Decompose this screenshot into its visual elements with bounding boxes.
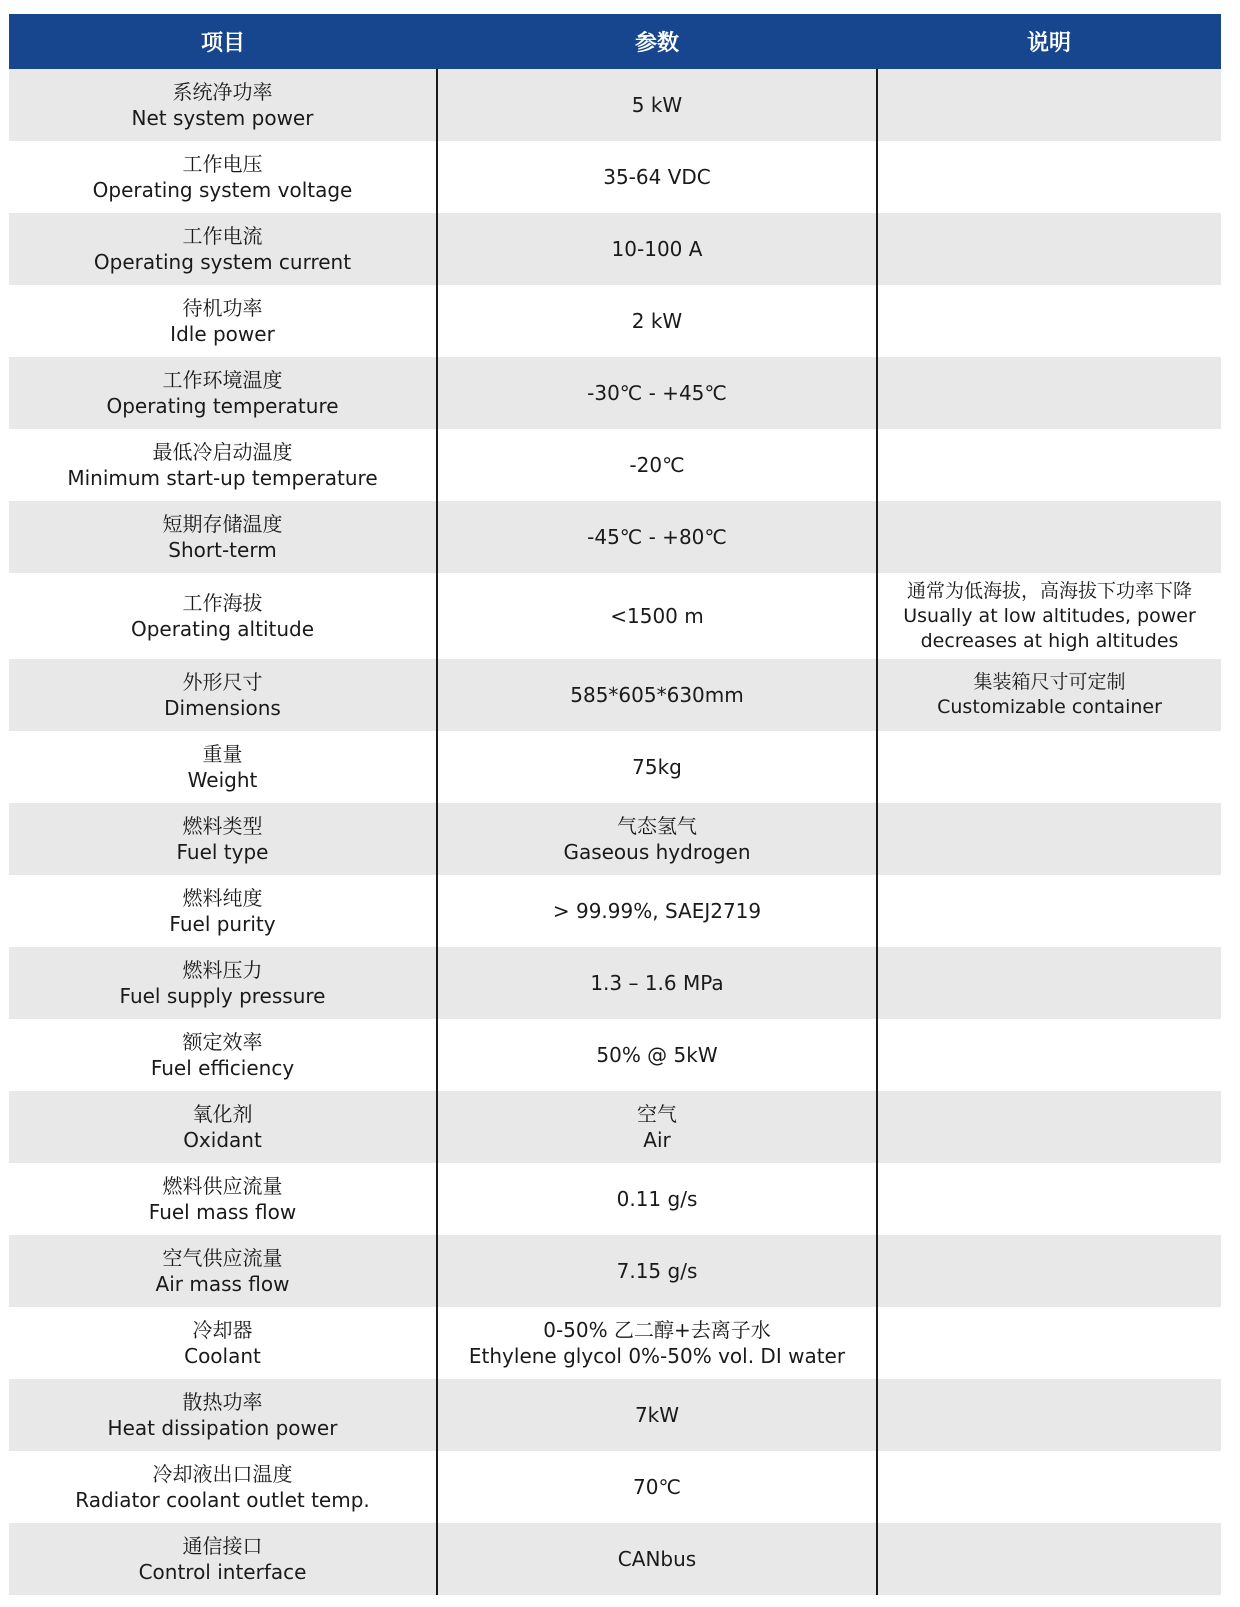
header-row — [9, 14, 1221, 69]
parameter-cell — [437, 1091, 877, 1163]
spec-table — [9, 14, 1221, 1595]
parameter-cell — [437, 1379, 877, 1451]
item-name-en: Short-term — [168, 538, 277, 562]
item-cell — [9, 1235, 437, 1307]
item-name-en: Minimum start-up temperature — [67, 466, 378, 490]
table-row — [9, 141, 1221, 213]
parameter-cell — [437, 1235, 877, 1307]
item-name-cn: 重量 — [202, 742, 243, 766]
parameter-cell — [437, 803, 877, 875]
description-cell — [877, 803, 1221, 875]
item-cell — [9, 501, 437, 573]
header-description: 说明 — [877, 14, 1221, 69]
parameter-cell — [437, 69, 877, 141]
description-cell — [877, 1019, 1221, 1091]
item-name-cn: 工作海拔 — [182, 591, 263, 615]
table-row — [9, 501, 1221, 573]
table-row — [9, 803, 1221, 875]
description-cell — [877, 285, 1221, 357]
parameter-value-secondary: Air — [643, 1128, 671, 1152]
item-name-cn: 冷却液出口温度 — [152, 1462, 293, 1486]
item-cell — [9, 1523, 437, 1595]
item-cell — [9, 1163, 437, 1235]
parameter-value: 35-64 VDC — [603, 165, 711, 189]
item-name-cn: 燃料供应流量 — [162, 1174, 283, 1198]
item-name-cn: 工作环境温度 — [162, 368, 283, 392]
description-cell — [877, 1451, 1221, 1523]
table-row — [9, 285, 1221, 357]
table-row — [9, 1163, 1221, 1235]
parameter-value: 气态氢气 — [617, 814, 697, 838]
parameter-value: 5 kW — [631, 93, 683, 117]
description-line: decreases at high altitudes — [920, 629, 1179, 652]
item-name-en: Heat dissipation power — [107, 1416, 338, 1440]
item-cell — [9, 1451, 437, 1523]
parameter-value-secondary: Gaseous hydrogen — [563, 840, 751, 864]
description-cell — [877, 1091, 1221, 1163]
item-name-en: Coolant — [184, 1344, 261, 1368]
item-cell — [9, 69, 437, 141]
table-row — [9, 1307, 1221, 1379]
description-cell — [877, 947, 1221, 1019]
header-parameter: 参数 — [437, 14, 877, 69]
description-line: 集装箱尺寸可定制 — [973, 671, 1126, 693]
parameter-value: 0-50% 乙二醇+去离子水 — [543, 1318, 771, 1342]
item-name-en: Operating temperature — [106, 394, 339, 418]
parameter-value: -45℃ - +80℃ — [587, 525, 727, 549]
item-name-en: Air mass flow — [155, 1272, 290, 1296]
parameter-cell — [437, 1451, 877, 1523]
table-row — [9, 1235, 1221, 1307]
parameter-value: 2 kW — [631, 309, 683, 333]
item-name-cn: 最低冷启动温度 — [152, 440, 293, 464]
description-line: Customizable container — [937, 696, 1162, 718]
item-name-cn: 待机功率 — [182, 296, 263, 320]
parameter-cell — [437, 1163, 877, 1235]
parameter-cell — [437, 1307, 877, 1379]
description-cell — [877, 141, 1221, 213]
parameter-cell — [437, 875, 877, 947]
parameter-value: 585*605*630mm — [570, 683, 744, 707]
description-cell — [877, 1235, 1221, 1307]
parameter-cell — [437, 947, 877, 1019]
parameter-value: CANbus — [617, 1547, 697, 1571]
header-item: 项目 — [9, 14, 437, 69]
parameter-value: 7kW — [634, 1403, 680, 1427]
parameter-cell — [437, 573, 877, 659]
item-name-en: Fuel mass flow — [148, 1200, 297, 1224]
description-line: 通常为低海拔，高海拔下功率下降 — [906, 579, 1192, 602]
table-row — [9, 659, 1221, 731]
item-cell — [9, 731, 437, 803]
parameter-value: 50% @ 5kW — [596, 1043, 718, 1067]
item-cell — [9, 213, 437, 285]
parameter-cell — [437, 659, 877, 731]
description-cell — [877, 573, 1221, 659]
parameter-value: 7.15 g/s — [616, 1259, 698, 1283]
item-name-cn: 燃料纯度 — [182, 886, 263, 910]
item-name-cn: 冷却器 — [192, 1318, 253, 1342]
parameter-cell — [437, 285, 877, 357]
parameter-cell — [437, 213, 877, 285]
item-name-en: Fuel efficiency — [150, 1056, 295, 1080]
parameter-value: <1500 m — [610, 604, 704, 628]
item-name-en: Oxidant — [183, 1128, 262, 1152]
parameter-value: 75kg — [632, 755, 682, 779]
table-row — [9, 947, 1221, 1019]
table-body — [9, 69, 1221, 1595]
item-name-en: Operating system voltage — [92, 178, 353, 202]
parameter-value: -30℃ - +45℃ — [587, 381, 727, 405]
item-name-cn: 氧化剂 — [192, 1102, 253, 1126]
parameter-value: > 99.99%, SAEJ2719 — [552, 899, 762, 923]
description-cell — [877, 659, 1221, 731]
description-cell — [877, 731, 1221, 803]
table-row — [9, 1379, 1221, 1451]
item-name-en: Radiator coolant outlet temp. — [75, 1488, 370, 1512]
item-name-cn: 短期存储温度 — [162, 512, 283, 536]
item-cell — [9, 1019, 437, 1091]
parameter-value: 70℃ — [633, 1475, 681, 1499]
table-row — [9, 1091, 1221, 1163]
item-cell — [9, 947, 437, 1019]
item-name-en: Control interface — [138, 1560, 307, 1584]
parameter-cell — [437, 429, 877, 501]
table-row — [9, 213, 1221, 285]
description-cell — [877, 875, 1221, 947]
item-name-en: Fuel supply pressure — [119, 984, 326, 1008]
item-cell — [9, 659, 437, 731]
item-name-en: Fuel type — [176, 840, 269, 864]
item-name-cn: 散热功率 — [182, 1390, 263, 1414]
item-name-cn: 工作电流 — [182, 224, 263, 248]
item-name-cn: 燃料压力 — [182, 958, 263, 982]
parameter-value: 1.3 – 1.6 MPa — [590, 971, 724, 995]
table-row — [9, 1451, 1221, 1523]
parameter-value: 空气 — [637, 1102, 677, 1126]
description-cell — [877, 1379, 1221, 1451]
item-cell — [9, 285, 437, 357]
table-row — [9, 357, 1221, 429]
parameter-value: 0.11 g/s — [616, 1187, 698, 1211]
item-cell — [9, 1091, 437, 1163]
item-cell — [9, 573, 437, 659]
item-name-cn: 通信接口 — [182, 1534, 263, 1558]
item-name-en: Idle power — [170, 322, 275, 346]
parameter-cell — [437, 501, 877, 573]
item-name-en: Operating system current — [93, 250, 352, 274]
item-name-en: Fuel purity — [169, 912, 276, 936]
description-cell — [877, 1307, 1221, 1379]
description-cell — [877, 69, 1221, 141]
item-name-cn: 空气供应流量 — [162, 1246, 283, 1270]
item-cell — [9, 1307, 437, 1379]
item-cell — [9, 1379, 437, 1451]
item-name-cn: 工作电压 — [182, 152, 263, 176]
parameter-cell — [437, 1019, 877, 1091]
description-cell — [877, 1523, 1221, 1595]
parameter-cell — [437, 141, 877, 213]
table-row — [9, 1019, 1221, 1091]
table-header — [9, 14, 1221, 69]
item-name-en: Dimensions — [164, 696, 281, 720]
item-name-cn: 系统净功率 — [172, 80, 273, 104]
table-row — [9, 731, 1221, 803]
description-cell — [877, 429, 1221, 501]
item-cell — [9, 357, 437, 429]
parameter-cell — [437, 357, 877, 429]
item-cell — [9, 803, 437, 875]
item-name-cn: 额定效率 — [182, 1030, 263, 1054]
item-name-en: Weight — [187, 768, 258, 792]
item-name-cn: 外形尺寸 — [182, 670, 263, 694]
description-line: Usually at low altitudes, power — [903, 604, 1196, 627]
description-cell — [877, 357, 1221, 429]
parameter-cell — [437, 731, 877, 803]
table-row — [9, 875, 1221, 947]
table-row — [9, 429, 1221, 501]
description-cell — [877, 213, 1221, 285]
parameter-value: -20℃ — [629, 453, 685, 477]
item-name-cn: 燃料类型 — [182, 814, 263, 838]
item-cell — [9, 875, 437, 947]
table-row — [9, 69, 1221, 141]
parameter-value-secondary: Ethylene glycol 0%-50% vol. DI water — [468, 1344, 846, 1368]
item-cell — [9, 429, 437, 501]
table-row — [9, 573, 1221, 659]
description-cell — [877, 501, 1221, 573]
parameter-value: 10-100 A — [611, 237, 703, 261]
item-name-en: Net system power — [131, 106, 314, 130]
parameter-cell — [437, 1523, 877, 1595]
table-row — [9, 1523, 1221, 1595]
item-cell — [9, 141, 437, 213]
description-cell — [877, 1163, 1221, 1235]
item-name-en: Operating altitude — [130, 617, 315, 641]
